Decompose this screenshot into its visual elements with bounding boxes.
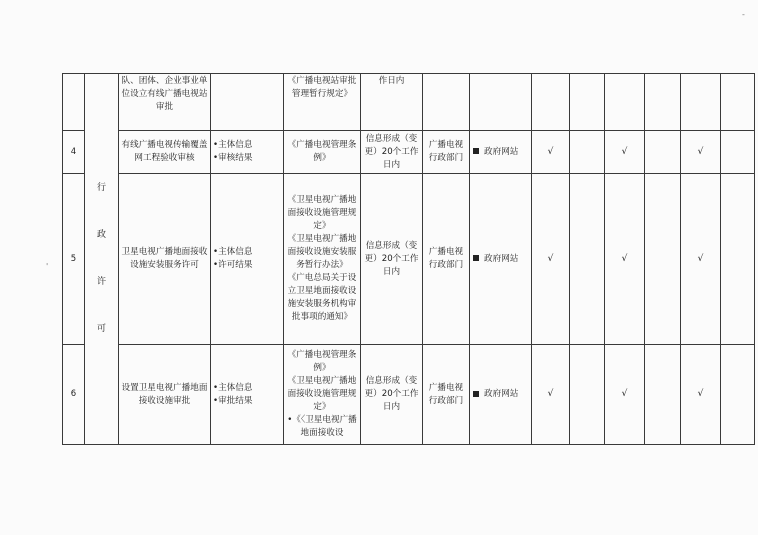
mark-cell: √ (605, 131, 645, 174)
mark-cell (721, 74, 755, 131)
scan-speck: - (742, 10, 745, 19)
public-info-table (62, 73, 755, 445)
info-item: •主体信息 (213, 247, 253, 257)
item-name: 队、团体、企业事业单位设立有线广播电视站审批 (119, 74, 211, 131)
item-name: 卫星电视广播地面接收设施安装服务许可 (119, 174, 211, 345)
legal-basis (284, 174, 361, 345)
mark-cell (681, 74, 721, 131)
basis-item: •《〈卫星电视广播地面接收设 (287, 415, 357, 438)
category-cell (85, 74, 119, 445)
mark-cell (570, 131, 605, 174)
square-bullet-icon (473, 255, 479, 261)
channel-label: 政府网站 (484, 389, 519, 399)
info-item: •审批结果 (213, 395, 253, 406)
basis-item: 《卫星电视广播地面接收设施管理规定》 (287, 195, 357, 231)
time-limit: 信息形成（变更）20个工作日内 (361, 174, 423, 345)
mark-cell (532, 74, 570, 131)
square-bullet-icon (473, 148, 479, 154)
mark-cell (721, 345, 755, 445)
time-limit: 作日内 (361, 74, 423, 131)
info-content (211, 74, 284, 131)
time-limit: 信息形成（变更）20个工作日内 (361, 345, 423, 445)
channel (470, 174, 532, 345)
mark-cell (721, 174, 755, 345)
channel-label: 政府网站 (484, 253, 519, 264)
mark-cell (645, 174, 681, 345)
info-content (211, 174, 284, 345)
table-row (63, 131, 755, 174)
category-char: 行 (96, 183, 106, 193)
mark-cell: √ (605, 174, 645, 345)
info-item: •主体信息 (213, 140, 253, 150)
mark-cell: √ (532, 174, 570, 345)
row-number: 5 (63, 174, 85, 345)
info-item: •审核结果 (213, 153, 253, 163)
channel (470, 345, 532, 445)
category-char: 可 (96, 324, 106, 334)
channel-label: 政府网站 (484, 146, 519, 157)
category-char: 许 (96, 277, 106, 287)
mark-cell (645, 74, 681, 131)
mark-cell (570, 174, 605, 345)
info-item: •主体信息 (213, 382, 253, 393)
legal-basis (284, 345, 361, 445)
department (423, 74, 470, 131)
channel (470, 131, 532, 174)
basis-item: 《广电总局关于设立卫星地面接收设施安装服务机构审批事项的通知》 (287, 273, 357, 322)
mark-cell: √ (681, 131, 721, 174)
category-char: 政 (96, 230, 106, 240)
mark-cell (570, 345, 605, 445)
mark-cell (721, 131, 755, 174)
basis-item: 《广播电视管理条例》 (287, 350, 357, 373)
basis-item: 《卫星电视广播地面接收设施安装服务暂行办法》 (287, 234, 357, 270)
mark-cell: √ (681, 174, 721, 345)
table-row (63, 345, 755, 445)
channel (470, 74, 532, 131)
mark-cell (570, 74, 605, 131)
mark-cell: √ (532, 345, 570, 445)
mark-cell (645, 131, 681, 174)
legal-basis: 《广播电视站审批管理暂行规定》 (284, 74, 361, 131)
table-row (63, 74, 755, 131)
mark-cell (605, 74, 645, 131)
item-name: 设置卫星电视广播地面接收设施审批 (119, 345, 211, 445)
department: 广播电视行政部门 (423, 345, 470, 445)
scan-speck: ' (46, 262, 49, 271)
info-content (211, 345, 284, 445)
row-number: 6 (63, 345, 85, 445)
mark-cell (645, 345, 681, 445)
mark-cell: √ (605, 345, 645, 445)
mark-cell: √ (681, 345, 721, 445)
legal-basis: 《广播电视管理条例》 (284, 131, 361, 174)
basis-item: 《卫星电视广播地面接收设施管理规定》 (287, 376, 357, 412)
row-number: 4 (63, 131, 85, 174)
item-name: 有线广播电视传输覆盖网工程验收审核 (119, 131, 211, 174)
square-bullet-icon (473, 391, 479, 397)
department: 广播电视行政部门 (423, 174, 470, 345)
time-limit: 信息形成（变更）20个工作日内 (361, 131, 423, 174)
info-content (211, 131, 284, 174)
mark-cell: √ (532, 131, 570, 174)
info-item: •许可结果 (213, 260, 253, 270)
row-number (63, 74, 85, 131)
department: 广播电视行政部门 (423, 131, 470, 174)
table-row (63, 174, 755, 345)
